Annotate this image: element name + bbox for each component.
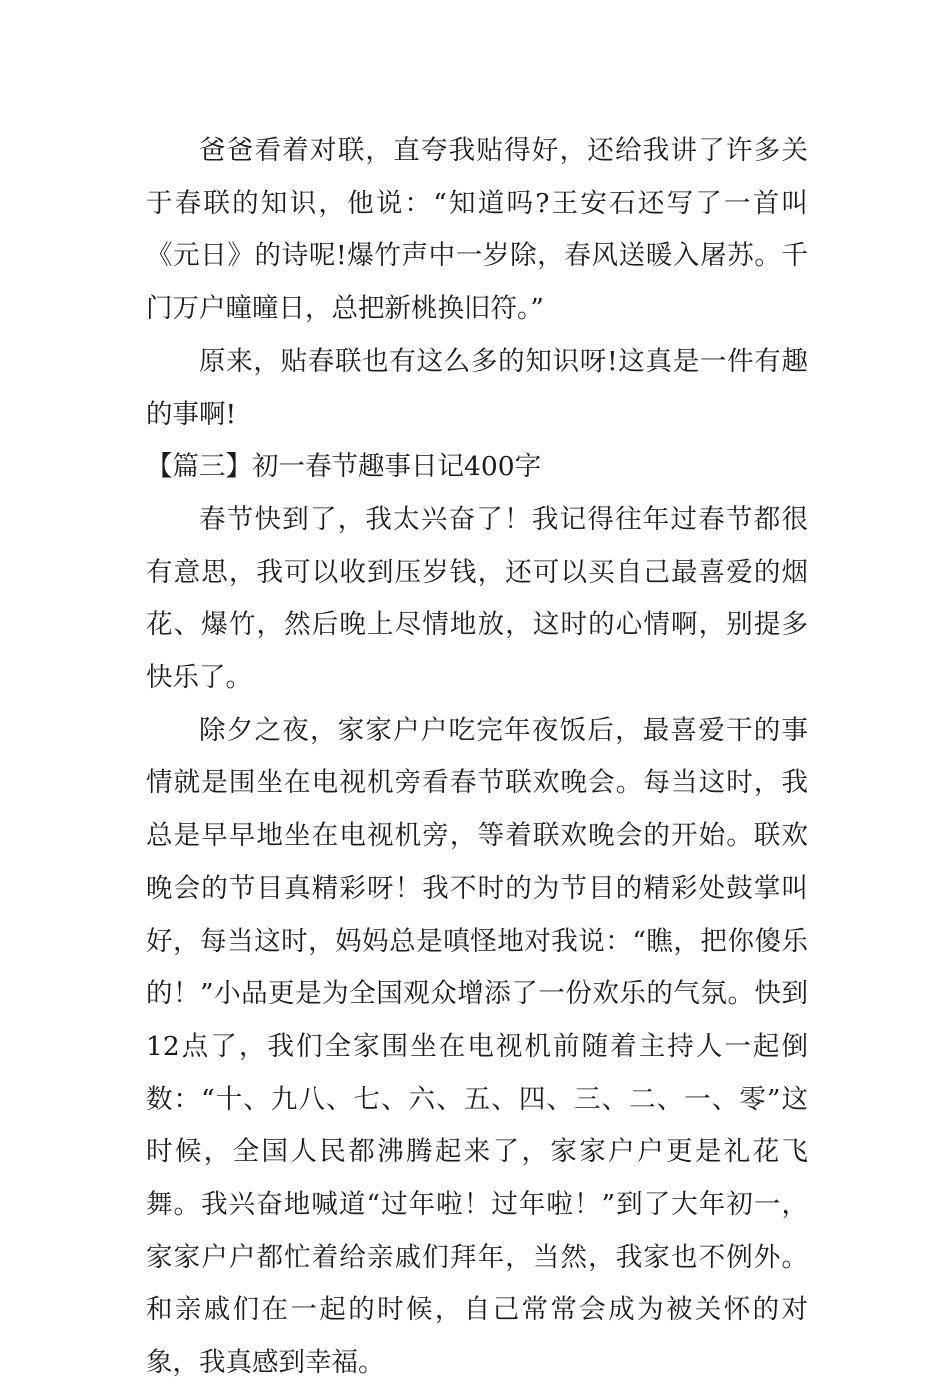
paragraph-knowledge: 原来，贴春联也有这么多的知识呀!这真是一件有趣的事啊!	[146, 345, 808, 430]
paragraph-dad-couplet: 爸爸看着对联，直夸我贴得好，还给我讲了许多关于春联的知识，他说：“知道吗?王安石还写了一首叫《元日》的诗呢!爆竹声中一岁除，春风送暖入屠苏。千门万户曈曈日，总把新桃换旧符。”	[146, 135, 808, 325]
section-heading: 【篇三】初一春节趣事日记400字	[146, 451, 542, 483]
paragraph-new-years-eve: 除夕之夜，家家户户吃完年夜饭后，最喜爱干的事情就是围坐在电视机旁看春节联欢晚会。每当这时，我总是早早地坐在电视机旁，等着联欢晚会的开始。联欢晚会的节目真精彩呀！我不时的为节目的精彩处鼓掌叫好，每当这时，妈妈总是嗔怪地对我说：“瞧，把你傻乐的！”小品更是为全国观众增添了一份欢乐的气氛。快到12点了，我们全家围坐在电视机前随着主持人一起倒数：“十、九八、七、六、五、四、三、二、一、零”这时候，全国人民都沸腾起来了，家家户户更是礼花飞舞。我兴奋地喊道“过年啦！过年啦！”到了大年初一，家家户户都忙着给亲戚们拜年，当然，我家也不例外。和亲戚们在一起的时候，自己常常会成为被关怀的对象，我真感到幸福。	[146, 714, 808, 1379]
document-page	[146, 125, 808, 1390]
paragraph-spring-festival-coming: 春节快到了，我太兴奋了！我记得往年过春节都很有意思，我可以收到压岁钱，还可以买自己最喜爱的烟花、爆竹，然后晚上尽情地放，这时的心情啊，别提多快乐了。	[146, 503, 808, 694]
